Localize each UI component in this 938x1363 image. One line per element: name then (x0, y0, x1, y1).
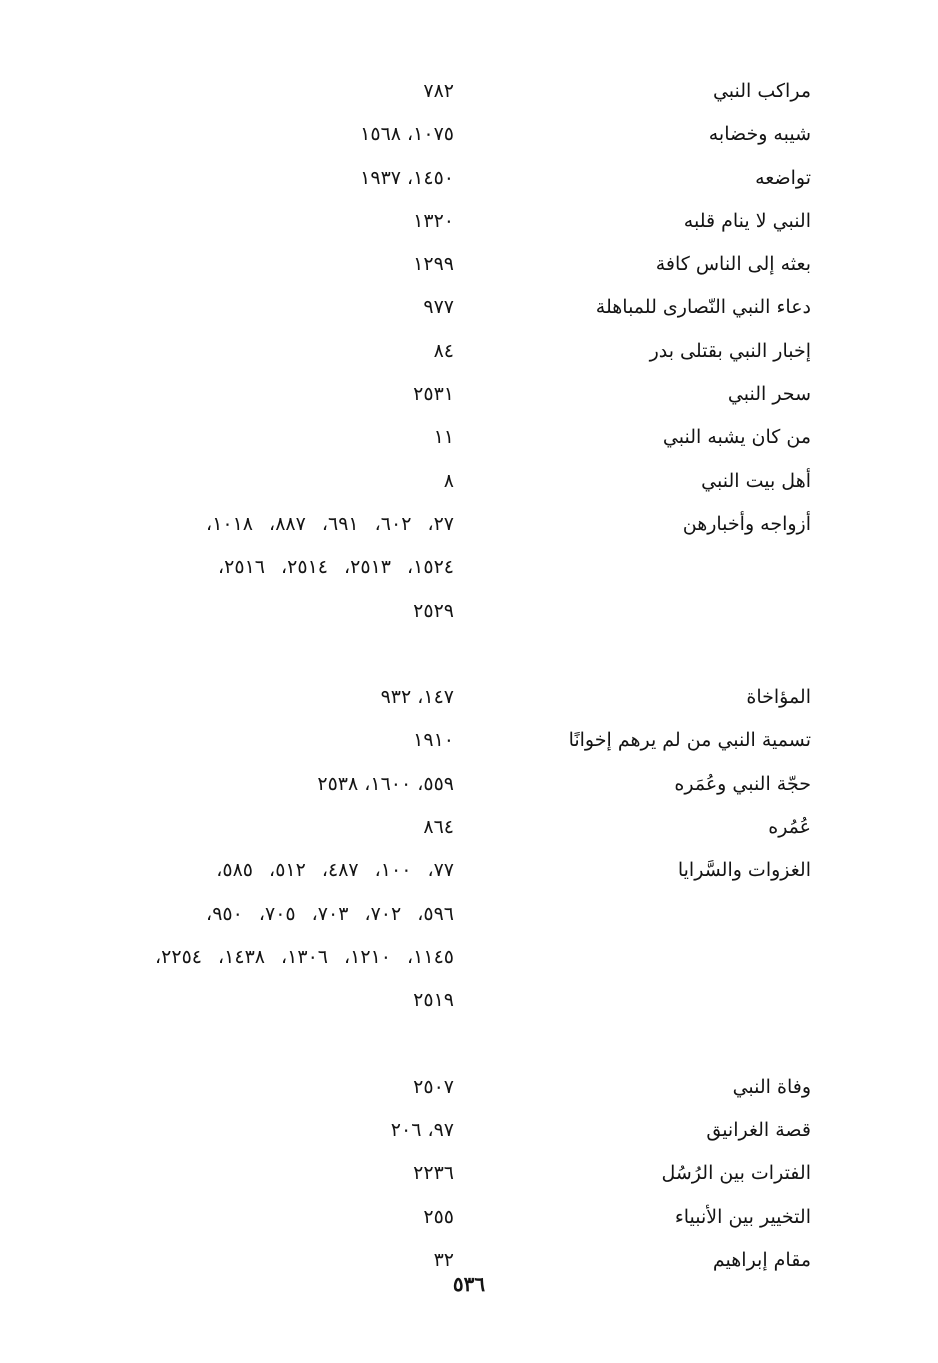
index-entry (0, 161, 938, 204)
section-gap (0, 1027, 938, 1070)
index-entry (0, 117, 938, 160)
entry-page-refs: ٧٧، ١٠٠، ٤٨٧، ٥١٢، ٥٨٥، (216, 859, 454, 882)
index-entry (0, 1200, 938, 1243)
entry-page-refs: ١٥٢٤، ٢٥١٣، ٢٥١٤، ٢٥١٦، (218, 556, 454, 579)
entry-page-refs: ١٩١٠ (413, 729, 454, 752)
entry-page-refs: ٥٩٦، ٧٠٢، ٧٠٣، ٧٠٥، ٩٥٠، (206, 902, 454, 925)
index-entry (0, 420, 938, 463)
index-entry (0, 983, 938, 1026)
entry-page-refs: ٢٥١٩ (413, 989, 454, 1012)
entry-page-refs: ٨٦٤ (423, 816, 454, 839)
entry-topic: مقام إبراهيم (712, 1249, 811, 1272)
entry-page-refs: ٧٨٢ (423, 80, 454, 102)
entry-page-refs: ٢٥٠٧ (413, 1075, 454, 1098)
index-entry (0, 680, 938, 723)
entry-page-refs: ١٣٢٠ (413, 209, 454, 232)
entry-topic: التخيير بين الأنبياء (674, 1205, 811, 1228)
entry-page-refs: ١٤٧، ٩٣٢ (380, 686, 454, 709)
entry-page-refs: ٢٥٣١ (413, 383, 454, 406)
entry-page-refs: ٣٢ (433, 1249, 454, 1272)
entry-topic: النبي لا ينام قلبه (683, 209, 811, 232)
index-entry (0, 247, 938, 290)
entry-topic: الفترات بين الرُسُل (661, 1162, 811, 1185)
entry-page-refs: ١١ (433, 426, 454, 449)
entry-topic: الغزوات والسَّرايا (677, 859, 811, 882)
index-entry (0, 550, 938, 593)
entry-page-refs: ٢٥٥ (423, 1205, 454, 1228)
entry-topic: تواضعه (755, 166, 811, 189)
entry-topic: حجّة النبي وعُمَره (674, 772, 811, 795)
index-entry (0, 507, 938, 550)
entry-topic: تسمية النبي من لم يرهم إخوانًا (568, 729, 811, 752)
entry-page-refs: ١٢٩٩ (413, 253, 454, 276)
index-entry (0, 464, 938, 507)
entry-topic: شيبه وخضابه (708, 123, 811, 146)
index-entry (0, 204, 938, 247)
entry-topic: عُمُره (768, 816, 811, 839)
entry-topic: أهل بيت النبي (701, 469, 811, 492)
entry-page-refs: ٥٥٩، ١٦٠٠، ٢٥٣٨ (317, 772, 454, 795)
index-entry (0, 377, 938, 420)
entry-topic: قصة الغرانيق (706, 1119, 811, 1142)
index-entry (0, 767, 938, 810)
entry-topic: المؤاخاة (746, 686, 811, 709)
entry-topic: إخبار النبي بقتلى بدر (649, 339, 811, 362)
entry-page-refs: ٢٧، ٦٠٢، ٦٩١، ٨٨٧، ١٠١٨، (206, 512, 454, 535)
entry-page-refs: ١٠٧٥، ١٥٦٨ (360, 123, 454, 146)
section-gap (0, 637, 938, 680)
entry-page-refs: ٨ (443, 469, 454, 492)
index-entry (0, 594, 938, 637)
index-entry (0, 334, 938, 377)
index-list (0, 74, 938, 1286)
page-number: ٥٣٦ (452, 1272, 486, 1296)
index-entry (0, 810, 938, 853)
index-entry (0, 1070, 938, 1113)
index-entry (0, 723, 938, 766)
entry-topic: من كان يشبه النبي (662, 426, 811, 449)
index-entry (0, 74, 938, 117)
index-entry (0, 897, 938, 940)
entry-page-refs: ١١٤٥، ١٢١٠، ١٣٠٦، ١٤٣٨، ٢٢٥٤، (155, 945, 454, 968)
entry-page-refs: ٩٧٧ (423, 296, 454, 319)
index-entry (0, 290, 938, 333)
entry-topic: وفاة النبي (732, 1075, 811, 1098)
entry-page-refs: ٢٥٢٩ (413, 599, 454, 622)
index-entry (0, 1156, 938, 1199)
entry-page-refs: ٩٧، ٢٠٦ (390, 1119, 454, 1142)
entry-topic: سحر النبي (727, 383, 811, 406)
entry-topic: دعاء النبي النّصارى للمباهلة (595, 296, 811, 319)
index-entry (0, 940, 938, 983)
entry-topic: بعثه إلى الناس كافة (655, 253, 811, 276)
entry-page-refs: ١٤٥٠، ١٩٣٧ (360, 166, 454, 189)
entry-page-refs: ٢٢٣٦ (413, 1162, 454, 1185)
index-entry (0, 1113, 938, 1156)
entry-topic: أزواجه وأخبارهن (682, 512, 811, 535)
entry-topic: مراكب النبي (712, 80, 811, 102)
entry-page-refs: ٨٤ (433, 339, 454, 362)
index-entry (0, 853, 938, 896)
